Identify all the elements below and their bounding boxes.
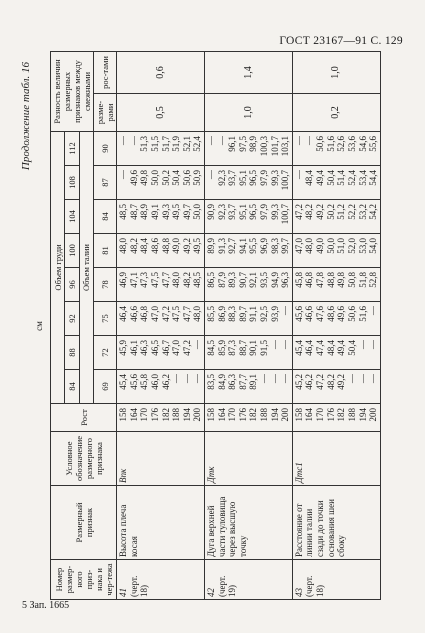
value-cell: — — [368, 340, 379, 349]
value-cell: — — [357, 374, 368, 383]
value-cell: 49,5 — [192, 238, 203, 254]
value-cell: 48,0 — [192, 306, 203, 322]
value-column — [292, 131, 380, 165]
chest-value: 88 — [65, 336, 79, 370]
value-cell: 52,2 — [346, 204, 357, 220]
table-row — [117, 51, 205, 599]
height-value: 158 — [293, 408, 304, 422]
value-cell: 89,1 — [248, 374, 259, 390]
diff-heights-value: 1,0 — [292, 51, 380, 93]
value-cell: 92,3 — [216, 170, 227, 186]
value-cell: 45,6 — [293, 306, 304, 322]
value-cell: 99,7 — [280, 238, 291, 254]
value-cell: — — [259, 374, 270, 383]
value-cell: 99,3 — [269, 204, 280, 220]
row-number-cell — [204, 560, 292, 600]
value-cell: 99,3 — [269, 170, 280, 186]
value-column — [292, 166, 380, 200]
value-cell: 48,9 — [139, 204, 150, 220]
value-cell: 98,3 — [269, 238, 280, 254]
value-cell: 48,4 — [139, 238, 150, 254]
value-cell: 50,8 — [346, 272, 357, 288]
value-cell: 46,8 — [139, 306, 150, 322]
value-cell: 46,4 — [118, 306, 129, 322]
header-height: Рост — [51, 404, 117, 432]
value-cell: 50,4 — [325, 170, 336, 186]
value-cell: 51,0 — [336, 238, 347, 254]
waist-value: 87 — [94, 166, 117, 200]
height-value: 158 — [118, 408, 129, 422]
value-cell: 96,5 — [248, 204, 259, 220]
value-cell: — — [171, 374, 182, 383]
value-cell: — — [368, 306, 379, 315]
height-value: 188 — [259, 408, 270, 422]
value-cell: 47,4 — [315, 340, 326, 356]
value-column — [204, 336, 292, 370]
value-cell: 47,7 — [160, 272, 171, 288]
value-cell: 53,4 — [357, 170, 368, 186]
value-cell: 48,2 — [128, 238, 139, 254]
value-cell: 46,3 — [139, 340, 150, 356]
height-value: 188 — [346, 408, 357, 422]
value-cell: — — [293, 135, 304, 145]
value-cell: 48,2 — [304, 204, 315, 220]
row-name: Расстояние от линии талии сзади до точки основания шеи сбоку — [292, 486, 380, 560]
value-cell: 92,1 — [248, 272, 259, 288]
height-value: 194 — [269, 408, 280, 422]
row-heights — [292, 404, 380, 432]
row-chart: (черт. 18) — [304, 575, 326, 597]
value-cell: — — [192, 340, 203, 349]
value-cell: 50,0 — [325, 238, 336, 254]
height-value: 200 — [368, 408, 379, 422]
value-cell: 49,2 — [336, 374, 347, 390]
table-row — [204, 51, 292, 599]
value-cell: 48,0 — [304, 238, 315, 254]
value-cell: 50,4 — [346, 340, 357, 356]
row-symbol: Впк — [117, 432, 205, 486]
value-cell: 96,1 — [227, 135, 238, 152]
value-cell: 49,8 — [336, 272, 347, 288]
value-cell: — — [128, 135, 139, 145]
value-cell: 47,5 — [149, 272, 160, 288]
value-cell: 55,6 — [368, 135, 379, 152]
height-value: 200 — [280, 408, 291, 422]
value-column — [204, 200, 292, 234]
value-cell: 97,5 — [237, 135, 248, 152]
rotated-table-block — [20, 52, 410, 600]
value-cell: 84,9 — [216, 374, 227, 390]
value-column — [292, 268, 380, 302]
waist-value: 81 — [94, 234, 117, 268]
height-value: 158 — [205, 408, 216, 422]
value-cell: 48,8 — [325, 272, 336, 288]
value-cell: 90,9 — [205, 204, 216, 220]
row-chart: (черт. 18) — [128, 575, 150, 597]
header-volume-chest: Объем груди — [51, 131, 65, 403]
value-cell: — — [357, 340, 368, 349]
value-column — [117, 302, 205, 336]
value-cell: 91,1 — [248, 306, 259, 322]
value-cell: — — [269, 374, 280, 383]
value-cell: 45,8 — [139, 374, 150, 390]
height-value: 200 — [192, 408, 203, 422]
value-cell: 93,5 — [259, 272, 270, 288]
value-cell: 87,9 — [216, 272, 227, 288]
value-cell: 49,4 — [336, 340, 347, 356]
header-volume-waist: Объем талии — [79, 131, 93, 403]
value-cell: — — [280, 306, 291, 315]
value-cell: 89,9 — [205, 238, 216, 254]
value-cell: 51,3 — [139, 135, 150, 152]
height-value: 182 — [336, 408, 347, 422]
chest-value: 108 — [65, 166, 79, 200]
value-cell: 46,0 — [149, 374, 160, 390]
height-value: 164 — [128, 408, 139, 422]
value-cell: 52,0 — [346, 238, 357, 254]
value-cell: 98,9 — [248, 135, 259, 152]
value-cell: — — [346, 374, 357, 383]
value-cell: 86,9 — [216, 306, 227, 322]
height-value: 176 — [325, 408, 336, 422]
value-cell: 54,2 — [368, 204, 379, 220]
value-cell: 45,2 — [293, 374, 304, 390]
value-cell: 49,5 — [171, 204, 182, 220]
height-value: 194 — [181, 408, 192, 422]
value-cell: 97,9 — [259, 204, 270, 220]
height-value: 164 — [304, 408, 315, 422]
value-cell: 51,6 — [325, 135, 336, 152]
value-cell: — — [181, 374, 192, 383]
value-cell: — — [118, 135, 129, 145]
value-cell: 46,9 — [118, 272, 129, 288]
value-column — [204, 234, 292, 268]
row-name: Дуга верхней части туловища через высшую точку — [204, 486, 292, 560]
value-cell: 47,2 — [181, 340, 192, 356]
value-column — [292, 336, 380, 370]
value-cell: 94,1 — [237, 238, 248, 254]
value-cell: 46,6 — [128, 306, 139, 322]
value-cell: 96,5 — [248, 170, 259, 186]
value-cell: — — [304, 135, 315, 145]
value-cell: 83,5 — [205, 374, 216, 390]
waist-value: 72 — [94, 336, 117, 370]
chest-value: 84 — [65, 370, 79, 404]
row-heights — [117, 404, 205, 432]
value-cell: 51,5 — [149, 135, 160, 152]
measurements-table — [50, 51, 381, 600]
value-cell: — — [118, 170, 129, 179]
value-cell: 49,0 — [315, 238, 326, 254]
value-column — [117, 166, 205, 200]
page-header: ГОСТ 23167—91 С. 129 — [279, 35, 403, 47]
row-number: 43 — [293, 588, 304, 597]
value-cell: 49,8 — [139, 170, 150, 186]
waist-value: 90 — [94, 131, 117, 165]
height-value: 170 — [315, 408, 326, 422]
value-cell: 49,3 — [160, 204, 171, 220]
value-cell: 47,0 — [293, 238, 304, 254]
value-cell: 49,7 — [181, 204, 192, 220]
row-heights — [204, 404, 292, 432]
value-cell: 47,2 — [293, 204, 304, 220]
header-diff-sizes: разме-рами — [94, 93, 117, 131]
row-number-cell — [117, 560, 205, 600]
value-cell: 47,3 — [139, 272, 150, 288]
value-cell: 95,1 — [237, 204, 248, 220]
value-cell: 51,9 — [171, 135, 182, 152]
value-cell: 88,3 — [227, 306, 238, 322]
value-column — [117, 336, 205, 370]
value-cell: 90,7 — [237, 272, 248, 288]
value-cell: 96,9 — [259, 238, 270, 254]
value-cell: 47,1 — [128, 272, 139, 288]
value-cell: 54,0 — [368, 238, 379, 254]
value-column — [204, 268, 292, 302]
value-cell: — — [269, 340, 280, 349]
value-column — [292, 200, 380, 234]
value-column — [292, 302, 380, 336]
value-cell: 50,9 — [192, 170, 203, 186]
value-cell: 46,2 — [304, 374, 315, 390]
value-cell: 53,0 — [357, 238, 368, 254]
table-row — [292, 51, 380, 599]
diff-heights-value: 1,4 — [204, 51, 292, 93]
value-cell: 54,4 — [368, 170, 379, 186]
value-cell: 47,8 — [315, 272, 326, 288]
value-cell: 46,7 — [160, 340, 171, 356]
height-value: 176 — [149, 408, 160, 422]
row-number: 41 — [118, 588, 129, 597]
value-cell: 45,8 — [293, 272, 304, 288]
value-cell: 48,6 — [149, 238, 160, 254]
value-cell: 89,3 — [227, 272, 238, 288]
value-column — [117, 200, 205, 234]
value-cell: 100,7 — [280, 170, 291, 191]
value-cell: 48,4 — [325, 340, 336, 356]
value-cell: 90,1 — [248, 340, 259, 356]
value-cell: 48,2 — [181, 272, 192, 288]
value-cell: 48,5 — [192, 272, 203, 288]
value-cell: 47,7 — [181, 306, 192, 322]
value-cell: 50,0 — [192, 204, 203, 220]
value-cell: 46,8 — [304, 272, 315, 288]
chest-value: 104 — [65, 200, 79, 234]
value-cell: 93,7 — [227, 170, 238, 186]
value-cell: 50,2 — [325, 204, 336, 220]
row-number: 42 — [205, 588, 216, 597]
value-cell: 45,9 — [118, 340, 129, 356]
value-cell: 49,1 — [149, 204, 160, 220]
value-cell: 46,1 — [128, 340, 139, 356]
value-cell: — — [368, 374, 379, 383]
diff-sizes-value: 1,0 — [204, 93, 292, 131]
value-cell: 85,5 — [205, 306, 216, 322]
value-column — [117, 268, 205, 302]
diff-sizes-value: 0,5 — [117, 93, 205, 131]
value-cell: 101,7 — [269, 135, 280, 157]
value-cell: — — [216, 135, 227, 145]
waist-value: 69 — [94, 370, 117, 404]
table-body — [117, 51, 381, 599]
value-column — [204, 166, 292, 200]
height-value: 182 — [160, 408, 171, 422]
chest-value: 112 — [65, 131, 79, 165]
value-cell: 53,6 — [346, 135, 357, 152]
value-cell: 86,3 — [227, 374, 238, 390]
value-cell: 47,6 — [315, 306, 326, 322]
value-cell: 50,4 — [171, 170, 182, 186]
value-cell: 52,6 — [336, 135, 347, 152]
value-cell: — — [280, 340, 291, 349]
value-cell: 46,2 — [160, 374, 171, 390]
value-cell: 48,8 — [160, 238, 171, 254]
waist-value: 84 — [94, 200, 117, 234]
value-cell: 84,5 — [205, 340, 216, 356]
page-footer: 5 Зап. 1665 — [22, 600, 70, 611]
height-value: 194 — [357, 408, 368, 422]
row-chart: (черт. 19) — [216, 575, 238, 597]
diff-heights-value: 0,6 — [117, 51, 205, 93]
value-cell: 91,5 — [259, 340, 270, 356]
value-cell: — — [280, 374, 291, 383]
diff-sizes-value: 0,2 — [292, 93, 380, 131]
row-number-cell — [292, 560, 380, 600]
value-cell: 52,1 — [181, 135, 192, 152]
value-cell: 85,9 — [216, 340, 227, 356]
value-cell: 48,0 — [118, 238, 129, 254]
value-cell: 46,6 — [304, 306, 315, 322]
value-cell: — — [205, 170, 216, 179]
value-cell: 48,4 — [304, 170, 315, 186]
height-value: 170 — [227, 408, 238, 422]
row-name: Высота плеча косая — [117, 486, 205, 560]
value-cell: 87,7 — [237, 374, 248, 390]
value-column — [117, 131, 205, 165]
value-cell: 48,0 — [171, 272, 182, 288]
height-value: 164 — [216, 408, 227, 422]
value-cell: 86,5 — [205, 272, 216, 288]
value-column — [204, 131, 292, 165]
value-cell: — — [293, 170, 304, 179]
table-caption: Продолжение табл. 16 — [20, 62, 32, 171]
header-symbol: Условное обозначение размерного признака — [51, 432, 117, 486]
value-cell: 88,7 — [237, 340, 248, 356]
value-cell: 50,6 — [315, 135, 326, 152]
value-cell: 94,9 — [269, 272, 280, 288]
value-cell: 45,4 — [118, 374, 129, 390]
value-cell: 87,3 — [227, 340, 238, 356]
value-cell: 47,2 — [315, 374, 326, 390]
value-cell: 52,4 — [192, 135, 203, 152]
value-cell: 45,6 — [128, 374, 139, 390]
value-cell: — — [205, 135, 216, 145]
value-cell: 46,4 — [304, 340, 315, 356]
height-value: 170 — [139, 408, 150, 422]
chest-value: 96 — [65, 268, 79, 302]
value-cell: 103,1 — [280, 135, 291, 157]
value-cell: 93,7 — [227, 204, 238, 220]
value-cell: 91,3 — [216, 238, 227, 254]
value-cell: 100,3 — [259, 135, 270, 157]
height-value: 188 — [171, 408, 182, 422]
value-cell: 47,0 — [149, 306, 160, 322]
value-cell: 50,6 — [181, 170, 192, 186]
value-column — [292, 370, 380, 404]
value-cell: 54,6 — [357, 135, 368, 152]
value-cell: 50,6 — [346, 306, 357, 322]
value-cell: 51,2 — [336, 204, 347, 220]
value-cell: — — [192, 374, 203, 383]
value-cell: 97,9 — [259, 170, 270, 186]
unit-label: см — [34, 321, 44, 331]
header-diff: Разность величин размерных признаков между смежными — [51, 51, 94, 131]
value-cell: 52,4 — [346, 170, 357, 186]
value-cell: 51,6 — [357, 306, 368, 322]
value-cell: 96,3 — [280, 272, 291, 288]
height-value: 176 — [237, 408, 248, 422]
value-cell: 49,2 — [315, 204, 326, 220]
value-cell: 52,8 — [368, 272, 379, 288]
value-cell: 47,5 — [171, 306, 182, 322]
value-cell: 50,0 — [149, 170, 160, 186]
value-cell: 49,6 — [128, 170, 139, 186]
value-cell: 49,4 — [315, 170, 326, 186]
value-column — [292, 234, 380, 268]
value-cell: 53,2 — [357, 204, 368, 220]
value-cell: 50,2 — [160, 170, 171, 186]
value-cell: 45,4 — [293, 340, 304, 356]
value-column — [117, 370, 205, 404]
value-cell: 48,6 — [325, 306, 336, 322]
waist-value: 75 — [94, 302, 117, 336]
value-column — [204, 302, 292, 336]
value-cell: 100,7 — [280, 204, 291, 225]
header-num: Номер размер-ного приз-нака и чер-тежа — [51, 560, 117, 600]
value-cell: 49,2 — [181, 238, 192, 254]
height-value: 182 — [248, 408, 259, 422]
value-cell: 93,9 — [269, 306, 280, 322]
waist-value: 78 — [94, 268, 117, 302]
value-cell: 48,7 — [128, 204, 139, 220]
value-cell: 51,8 — [357, 272, 368, 288]
value-column — [204, 370, 292, 404]
value-cell: 92,7 — [227, 238, 238, 254]
row-symbol: Дтк — [204, 432, 292, 486]
row-symbol: Дтс1 — [292, 432, 380, 486]
value-cell: 49,0 — [171, 238, 182, 254]
value-cell: 92,3 — [216, 204, 227, 220]
chest-value: 100 — [65, 234, 79, 268]
value-cell: 48,5 — [118, 204, 129, 220]
value-cell: 51,4 — [336, 170, 347, 186]
value-cell: 92,5 — [259, 306, 270, 322]
value-cell: 46,5 — [149, 340, 160, 356]
value-cell: 48,2 — [325, 374, 336, 390]
value-cell: 89,7 — [237, 306, 248, 322]
value-cell: 49,6 — [336, 306, 347, 322]
value-cell: 47,0 — [171, 340, 182, 356]
value-cell: 47,2 — [160, 306, 171, 322]
value-cell: 95,5 — [248, 238, 259, 254]
chest-value: 92 — [65, 302, 79, 336]
header-diff-heights: рос-тами — [94, 51, 117, 93]
value-cell: 51,7 — [160, 135, 171, 152]
header-name: Размерный признак — [51, 486, 117, 560]
value-cell: 95,1 — [237, 170, 248, 186]
value-column — [117, 234, 205, 268]
